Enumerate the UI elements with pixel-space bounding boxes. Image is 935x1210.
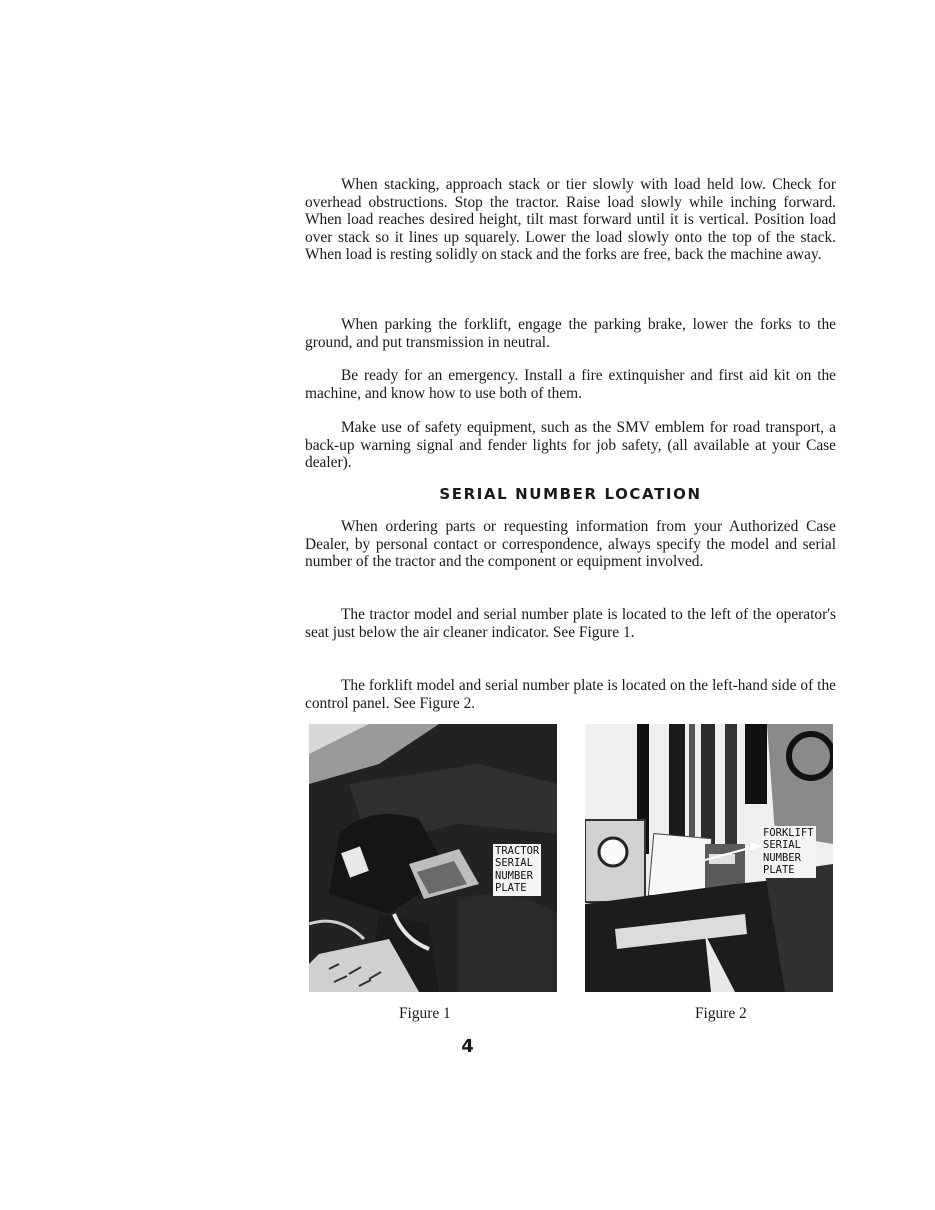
figure-2-photo	[585, 724, 833, 992]
figure-1-caption: Figure 1	[399, 1005, 451, 1022]
paragraph-ordering: When ordering parts or requesting information from your Authorized Case Dealer, by personal contact or correspondence, always specify the model and serial number of the tractor and the component or equipment involved.	[305, 518, 836, 571]
figure-2-caption: Figure 2	[695, 1005, 747, 1022]
tractor-serial-number-plate-label: TRACTOR SERIAL NUMBER PLATE	[495, 845, 540, 895]
figure-1-photo	[309, 724, 557, 992]
paragraph-forklift-plate: The forklift model and serial number plate is located on the left-hand side of the control panel. See Figure 2.	[305, 677, 836, 712]
paragraph-safety-equipment: Make use of safety equipment, such as the SMV emblem for road transport, a back-up warning signal and fender lights for job safety, (all available at your Case dealer).	[305, 419, 836, 472]
forklift-serial-number-plate-label: FORKLIFT SERIAL NUMBER PLATE	[763, 827, 814, 877]
paragraph-stacking: When stacking, approach stack or tier slowly with load held low. Check for overhead obstructions. Stop the tractor. Raise load slowly while inching forward. When load reaches desired height, tilt mast forward until it is vertical. Position load over stack so it lines up squarely. Lower the load slowly onto the top of the stack. When load is resting solidly on stack and the forks are free, back the machine away.	[305, 176, 836, 264]
paragraph-tractor-plate: The tractor model and serial number plate is located to the left of the operator's seat just below the air cleaner indicator. See Figure 1.	[305, 606, 836, 641]
paragraph-emergency: Be ready for an emergency. Install a fire extinquisher and first aid kit on the machine, and know how to use both of them.	[305, 367, 836, 402]
paragraph-parking: When parking the forklift, engage the parking brake, lower the forks to the ground, and put transmission in neutral.	[305, 316, 836, 351]
page-number: 4	[461, 1036, 474, 1057]
section-heading: SERIAL NUMBER LOCATION	[439, 485, 702, 503]
